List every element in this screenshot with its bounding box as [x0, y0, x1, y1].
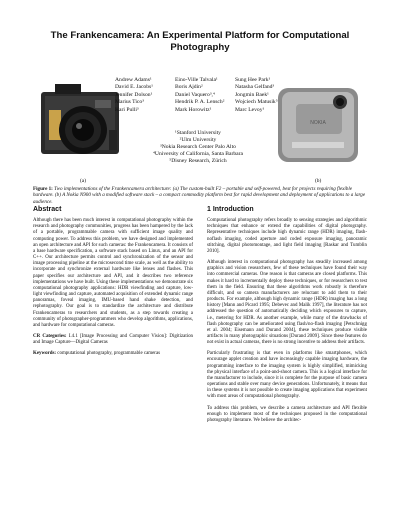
left-column: [33, 207, 193, 362]
intro-paragraph: Although interest in computational photography has steadily increased among graphics and vision researchers, few of these techniques have found their way into commercial cameras. One reason is that cameras are closed platforms. This makes it hard to incrementally deploy these techniques, or for researchers to test them in the field. Ensuring that these algorithms work robustly is therefore difficult, and so camera manufacturers are reluctant to add them to their products. For example, although high dynamic range (HDR) imaging has a long history [Mann and Picard 1995; Debevec and Malik 1997], the literature has not addressed the question of automatically deciding which exposures to capture, i.e., metering for HDR. As another example, while many of the drawbacks of flash photography can be ameliorated using flash/no-flash imaging [Petschnigg et al. 2004; Eisemann and Durand 2004], these techniques produce visible artifacts in many photographic situations [Durand 2009]. Since these features do not exist in actual cameras, there is no strong incentive to address their artifacts.: [207, 260, 367, 346]
right-column: [207, 207, 367, 429]
svg-text:NOKIA: NOKIA: [310, 120, 326, 126]
abstract-text: Although there has been much interest in computational photography within the research and photography communities, progress has been hampered by the lack of a portable, programmable camera with sufficient image quality and computing power. To address this problem, we have designed and implemented an open architecture and API for such cameras: the Frankencamera. It consists of a base hardware specification, a software stack based on Linux, and an API for C++. Our architecture permits control and synchronization of the sensor and image processing pipeline at the microsecond time scale, as well as the ability to incorporate and synchronize external hardware like lenses and flashes. This paper specifies our architecture and API, and it describes two reference implementations we have built. Using these implementations we demonstrate six computational photography applications: HDR viewfinding and capture, low-light viewfinding and capture, automated acquisition of extended dynamic range panoramas, foveal imaging, IMU-based hand shake detection, and rephotography. Our goal is to standardize the architecture and distribute Frankencameras to researchers and students, as a step towards creating a community of photographer-programmers who develop algorithms, applications, and hardware for computational cameras.: [33, 218, 193, 328]
figure-label-b: (b): [315, 178, 322, 184]
figure-label-a: (a): [80, 178, 86, 184]
figure-caption: [33, 186, 367, 205]
n900-phone-photo: [270, 70, 365, 178]
author-row: David E. Jacobs¹ Boris Ajdin² Natasha Gelfand³: [115, 84, 275, 91]
affiliation: ²Ulm University: [179, 137, 217, 143]
author-row: Jennifer Dolson¹ Daniel Vaquero³,⁴ Jongmin Baek¹: [115, 91, 269, 98]
cr-categories: CR Categories: I.4.1 [Image Processing and Computer Vision]: Digitization and Image Capture—Digital Cameras: [33, 333, 194, 346]
intro-heading: 1 Introduction: [207, 206, 254, 213]
intro-paragraph: Computational photography refers broadly to sensing strategies and algorithmic techniques that enhance or extend the capabilities of digital photography. Representative techniques include high dynamic range (HDR) imaging, flash-noflash imaging, coded aperture and coded exposure imaging, panoramic stitching, digital photomontage, and light field imaging [Raskar and Tumblin 2010].: [207, 218, 367, 254]
author-list: [115, 77, 295, 114]
intro-paragraph: Particularly frustrating is that even in platforms like smartphones, which encourage applet creation and have increasingly capable imaging hardware, the programming interface to the imaging system is highly simplified, mimicking the physical interface of a point-and-shoot camera. This is a logical interface for the manufacturer to include, since it is complete for the purpose of basic camera operations and stable over many device generations. Unfortunately, it means that in these systems it is not possible to create imaging applications that experiment with most areas of computational photography.: [207, 351, 367, 400]
caption-lead: Figure 1:: [33, 186, 53, 192]
affiliation: ⁴University of California, Santa Barbara: [152, 151, 244, 157]
intro-paragraph: To address this problem, we describe a camera architecture and API flexible enough to implement most of the techniques proposed in the computational photography literature. We believe the architec-: [207, 405, 367, 423]
affiliation: ⁵Disney Research, Zürich: [169, 158, 227, 164]
affiliation-list: [118, 130, 278, 165]
paper-title: The Frankencamera: An Experimental Platform for Computational Photography: [50, 30, 350, 53]
abstract-heading: Abstract: [33, 206, 62, 213]
affiliation: ³Nokia Research Center Palo Alto: [160, 144, 236, 150]
author-row: Andrew Adams¹ Eino-Ville Talvala¹ Sung Hee Park¹: [115, 77, 271, 83]
caption-text: Two implementations of the Frankencamera architecture: (a) The custom-built F2 – portable and self-powered, best for projects requiring flexible hardware. (b) A Nokia N900 with a modified software stack – a compact commodity platform best for rapid development and deployment of applications to a large audience.: [33, 186, 366, 205]
author-row: Kari Pulli³ Mark Horowitz¹ Marc Levoy¹: [115, 106, 265, 113]
author-row: Marius Tico³ Hendrik P. A. Lensch² Wojciech Matusik⁵: [115, 99, 278, 106]
affiliation: ¹Stanford University: [175, 130, 221, 136]
keywords: Keywords: computational photography, programmable cameras: [33, 351, 161, 357]
